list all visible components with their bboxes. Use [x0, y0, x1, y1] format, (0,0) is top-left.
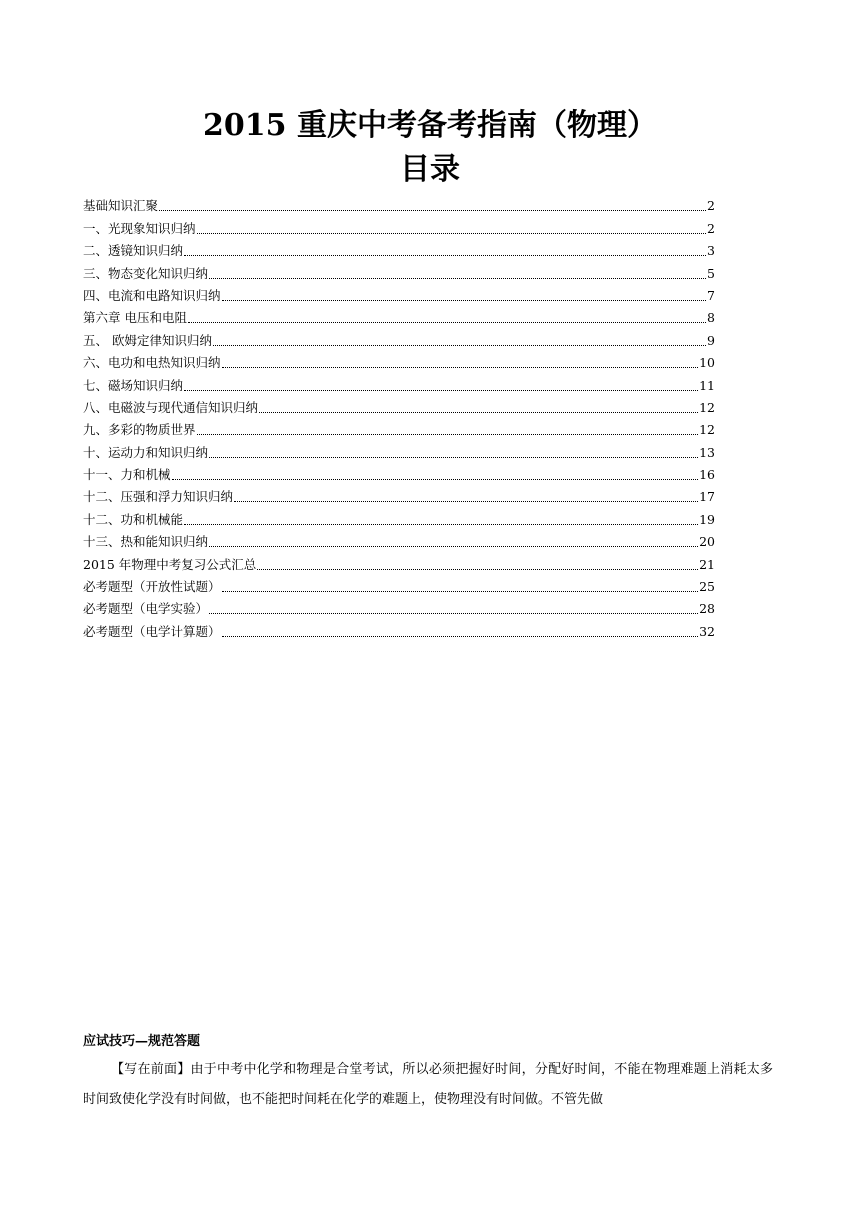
toc-dot-leader: [184, 255, 706, 256]
toc-entry-label: 七、磁场知识归纳: [83, 377, 184, 393]
toc-entry-page-number: 2: [707, 198, 715, 214]
toc-entry[interactable]: [83, 237, 715, 259]
toc-entry[interactable]: [83, 394, 715, 416]
toc-entry-label: 十二、压强和浮力知识归纳: [83, 489, 234, 505]
toc-entry-page-number: 10: [699, 355, 715, 371]
toc-entry-page-number: 19: [699, 511, 715, 527]
toc-entry-page-number: 13: [699, 444, 715, 460]
toc-entry-label: 必考题型（电学实验）: [83, 601, 209, 617]
toc-dot-leader: [172, 479, 699, 480]
toc-dot-leader: [222, 300, 707, 301]
toc-entry[interactable]: [83, 528, 715, 550]
toc-entry[interactable]: [83, 282, 715, 304]
toc-entry-label: 八、电磁波与现代通信知识归纳: [83, 399, 259, 415]
toc-dot-leader: [259, 412, 698, 413]
toc-entry[interactable]: [83, 573, 715, 595]
toc-entry[interactable]: [83, 617, 715, 639]
toc-entry-label: 三、物态变化知识归纳: [83, 265, 209, 281]
toc-entry-page-number: 3: [707, 243, 715, 259]
document-title: 2015 重庆中考备考指南（物理）: [203, 108, 657, 143]
toc-dot-leader: [234, 501, 698, 502]
toc-entry-page-number: 21: [699, 556, 715, 572]
table-of-contents: [83, 192, 715, 640]
toc-entry[interactable]: [83, 214, 715, 236]
toc-entry[interactable]: [83, 416, 715, 438]
toc-entry-label: 十二、功和机械能: [83, 511, 184, 527]
toc-entry-label: 二、透镜知识归纳: [83, 243, 184, 259]
toc-entry-page-number: 7: [707, 287, 715, 303]
toc-entry[interactable]: [83, 259, 715, 281]
toc-entry[interactable]: [83, 595, 715, 617]
toc-entry-page-number: 12: [699, 422, 715, 438]
toc-entry[interactable]: [83, 349, 715, 371]
toc-entry-label: 十三、热和能知识归纳: [83, 534, 209, 550]
toc-entry-label: 六、电功和电热知识归纳: [83, 355, 221, 371]
toc-entry-label: 必考题型（开放性试题）: [83, 579, 221, 595]
toc-entry[interactable]: [83, 550, 715, 572]
toc-dot-leader: [209, 278, 706, 279]
toc-entry-label: 十一、力和机械: [83, 467, 171, 483]
toc-entry-label: 九、多彩的物质世界: [83, 422, 196, 438]
toc-entry-label: 基础知识汇聚: [83, 198, 159, 214]
document-subtitle: 目录: [400, 152, 460, 187]
toc-entry-label: 四、电流和电路知识归纳: [83, 287, 221, 303]
toc-entry-page-number: 12: [699, 399, 715, 415]
toc-entry-label: 必考题型（电学计算题）: [83, 623, 221, 639]
toc-dot-leader: [209, 457, 698, 458]
toc-dot-leader: [159, 210, 706, 211]
toc-entry-page-number: 28: [699, 601, 715, 617]
toc-dot-leader: [209, 613, 698, 614]
toc-dot-leader: [222, 591, 699, 592]
toc-entry-page-number: 17: [699, 489, 715, 505]
toc-entry-label: 第六章 电压和电阻: [83, 310, 187, 326]
toc-entry-label: 一、光现象知识归纳: [83, 220, 196, 236]
toc-entry-page-number: 2: [707, 220, 715, 236]
section-paragraph: 【写在前面】由于中考中化学和物理是合堂考试，所以必须把握好时间，分配好时间，不能在物理难题上消耗太多时间致使化学没有时间做，也不能把时间耗在化学的难题上，使物理没有时间做。不管先做: [83, 1062, 773, 1107]
toc-dot-leader: [188, 322, 706, 323]
toc-entry[interactable]: [83, 304, 715, 326]
toc-entry[interactable]: [83, 461, 715, 483]
toc-entry[interactable]: [83, 371, 715, 393]
toc-entry[interactable]: [83, 505, 715, 527]
toc-entry-page-number: 20: [699, 534, 715, 550]
toc-dot-leader: [197, 233, 707, 234]
toc-dot-leader: [209, 546, 698, 547]
toc-entry-page-number: 16: [699, 467, 715, 483]
toc-entry-page-number: 11: [699, 377, 715, 393]
toc-dot-leader: [213, 345, 706, 346]
toc-entry[interactable]: [83, 483, 715, 505]
toc-entry-label: 十、运动力和知识归纳: [83, 444, 209, 460]
toc-entry-page-number: 5: [707, 265, 715, 281]
toc-entry-page-number: 32: [699, 623, 715, 639]
toc-entry[interactable]: [83, 438, 715, 460]
toc-entry-label: 五、 欧姆定律知识归纳: [83, 332, 212, 348]
toc-dot-leader: [184, 524, 698, 525]
toc-entry-page-number: 9: [707, 332, 715, 348]
toc-dot-leader: [257, 569, 698, 570]
toc-entry[interactable]: [83, 326, 715, 348]
section-heading: 应试技巧—规范答题: [83, 1034, 201, 1049]
toc-entry-page-number: 8: [707, 310, 715, 326]
toc-entry-page-number: 25: [699, 579, 715, 595]
toc-entry[interactable]: [83, 192, 715, 214]
toc-dot-leader: [197, 434, 699, 435]
toc-dot-leader: [222, 367, 699, 368]
toc-dot-leader: [222, 636, 699, 637]
toc-entry-label: 2015 年物理中考复习公式汇总: [83, 556, 257, 572]
toc-dot-leader: [184, 390, 698, 391]
